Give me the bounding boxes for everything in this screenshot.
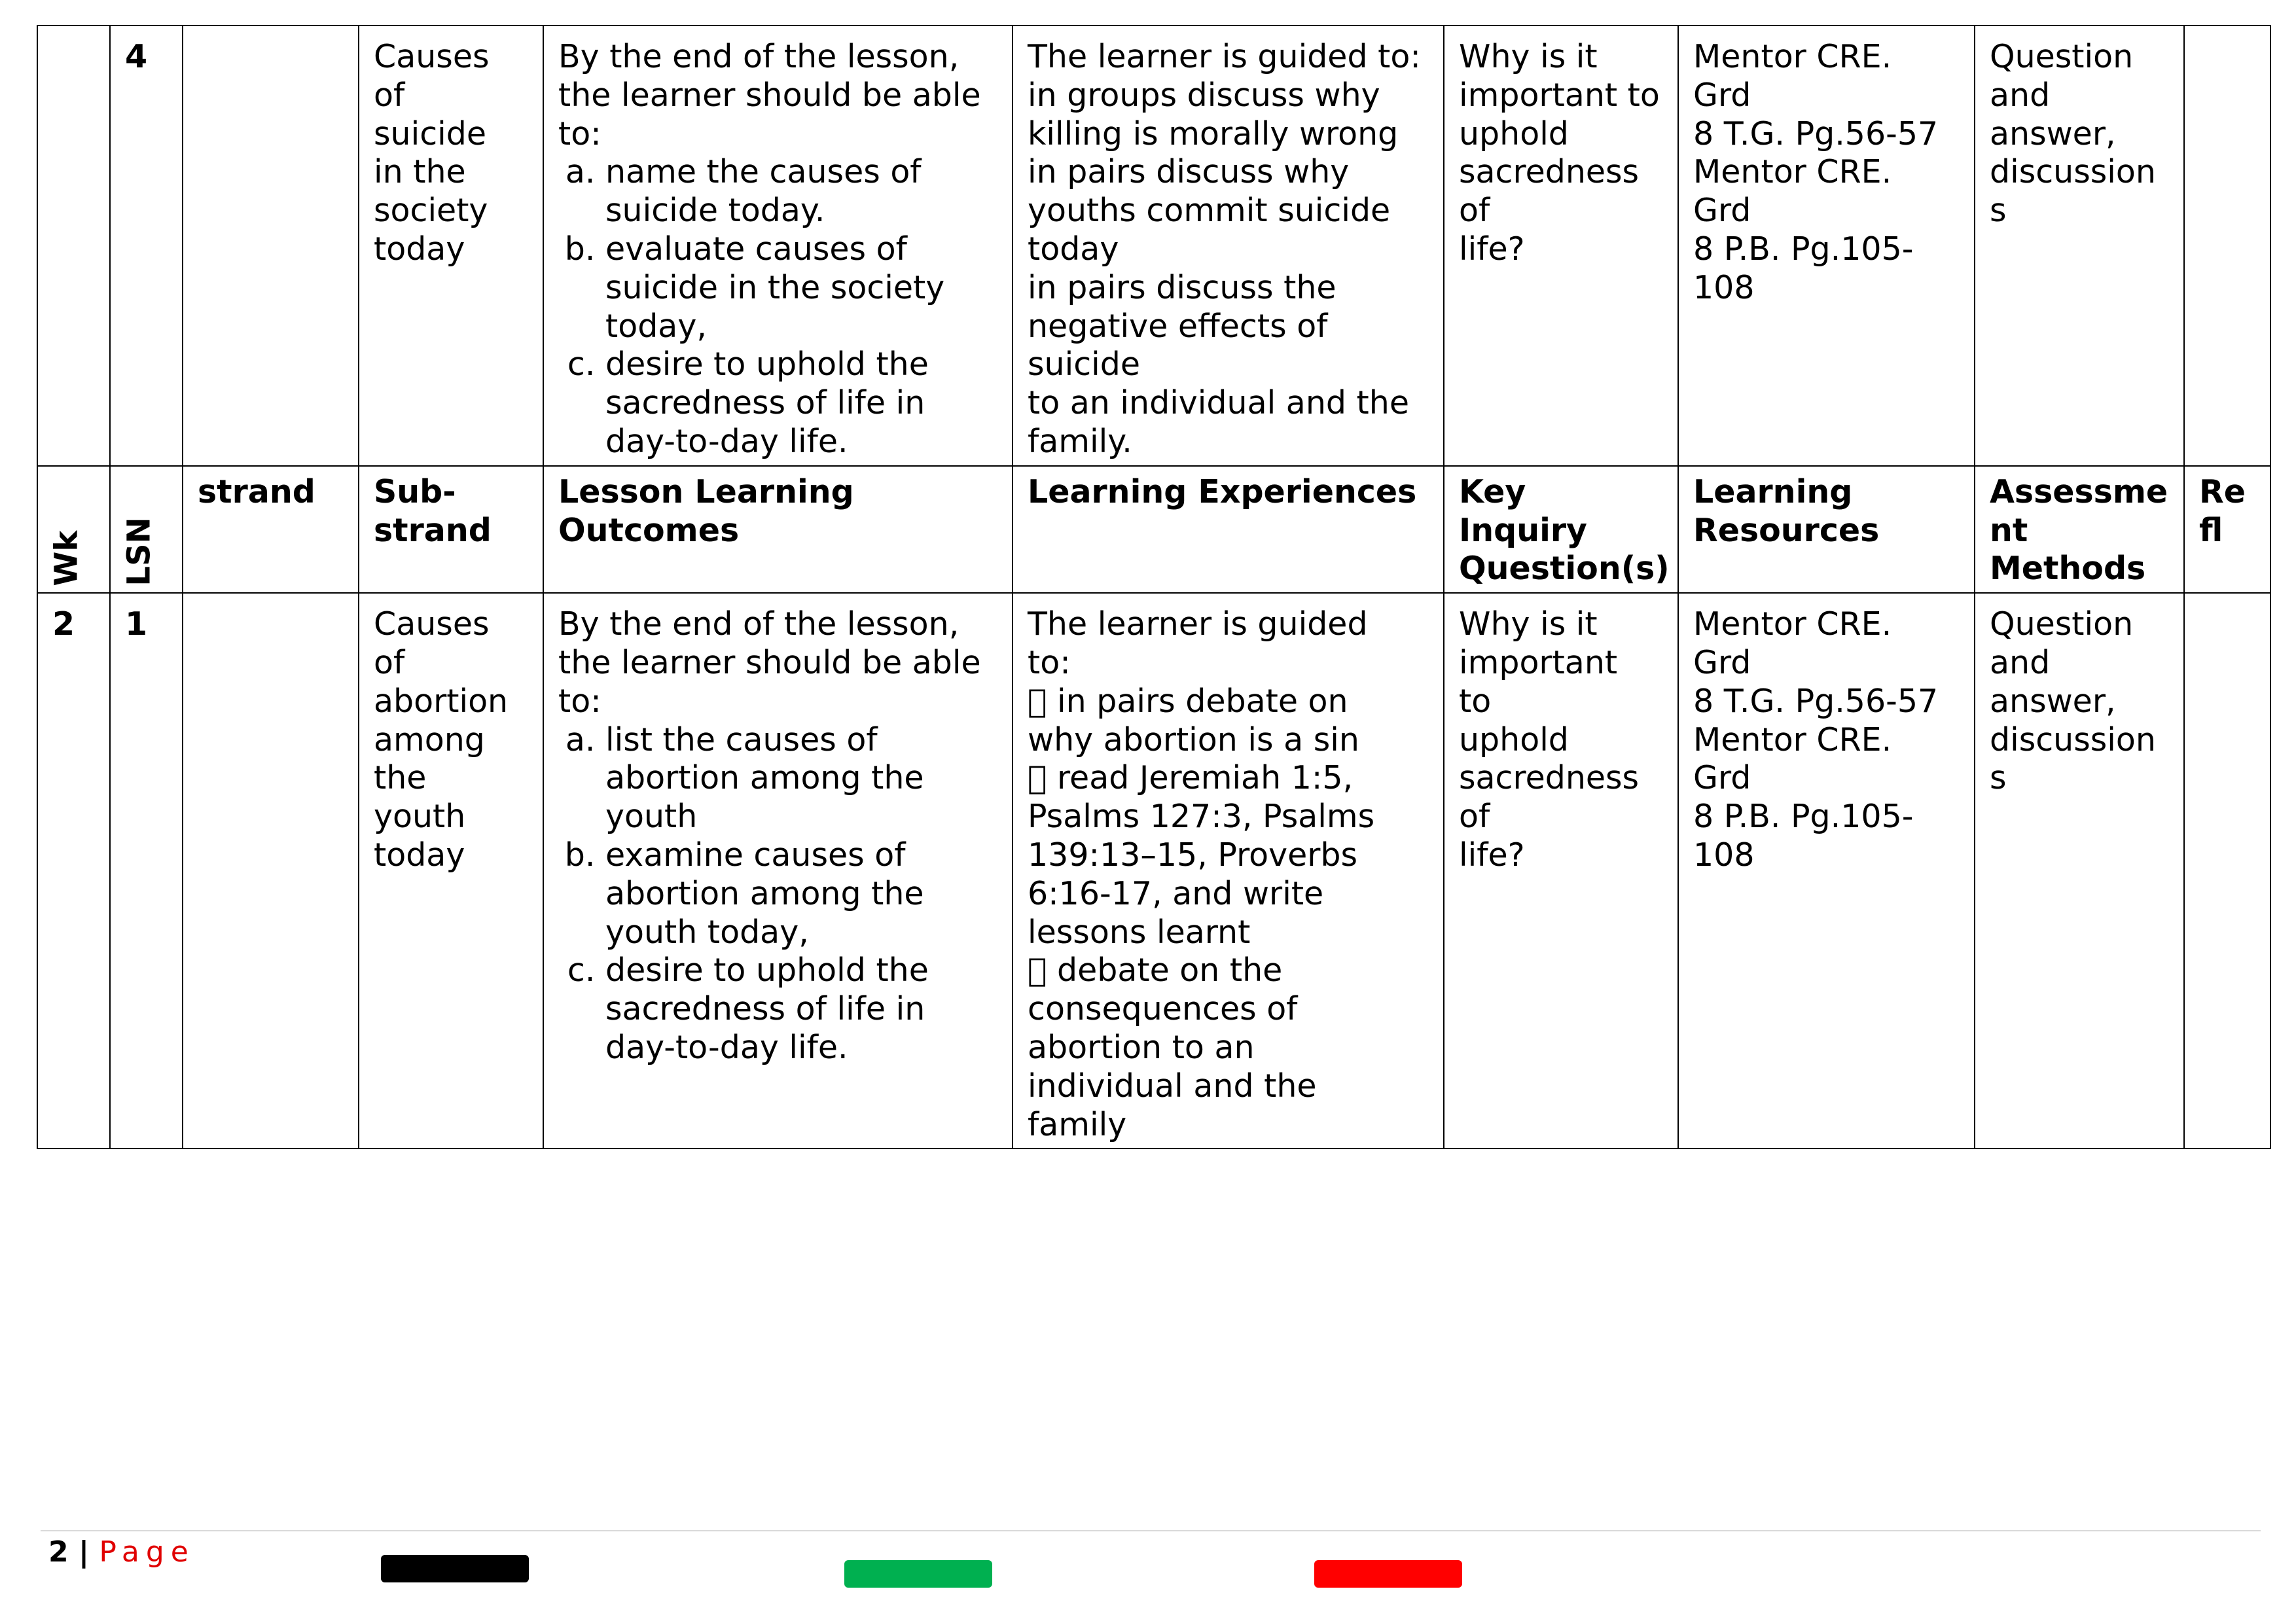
inquiry-line: Why is it [1459, 605, 1598, 643]
experience-line: negative effects of suicide [1028, 307, 1328, 383]
experience-line: in groups discuss why [1028, 76, 1380, 114]
resource-line: Mentor CRE. Grd [1693, 605, 1892, 681]
experience-line: debate on the [1028, 952, 1253, 990]
substrand-line: of [374, 643, 405, 681]
header-line: Question(s) [1459, 550, 1670, 588]
experience-line: abortion to an [1028, 1028, 1255, 1066]
inquiry-line: of [1459, 192, 1490, 230]
header-lsn-label: LSN [120, 516, 157, 586]
learning-outcomes-cell [543, 593, 1013, 1149]
experience-line: why abortion is a sin [1028, 721, 1359, 758]
header-line: Learning [1693, 473, 1853, 510]
lesson-number-cell: 4 [110, 26, 183, 466]
inquiry-line: important to [1459, 76, 1660, 114]
outcome-item: c. desire to uphold the sacredness of life in day-to-day life. [605, 952, 997, 1067]
header-line: Lesson Learning [558, 473, 854, 510]
resource-line: Mentor CRE. Grd [1693, 38, 1892, 114]
experience-line: consequences of [1028, 990, 1298, 1028]
substrand-line: suicide [374, 115, 487, 152]
experience-line: The learner is guided [1028, 605, 1368, 643]
experience-line: lessons learnt [1028, 913, 1251, 951]
page-number: 2 [48, 1535, 69, 1569]
page-word: Page [99, 1535, 195, 1569]
learning-experiences-cell [1013, 593, 1444, 1149]
header-line: Resources [1693, 511, 1880, 549]
reflection-cell [2184, 26, 2270, 466]
assessment-line: discussion [1990, 153, 2156, 191]
reflection-cell [2184, 593, 2270, 1149]
header-line: Outcomes [558, 511, 740, 549]
learning-experiences-cell [1013, 26, 1444, 466]
header-line: Sub- [374, 473, 456, 510]
assessment-methods-cell [1975, 593, 2184, 1149]
inquiry-line: life? [1459, 230, 1525, 268]
assessment-methods-cell [1975, 26, 2184, 466]
outcome-item: a. name the causes of suicide today. [605, 153, 997, 230]
assessment-line: s [1990, 192, 2007, 230]
header-strand: strand [183, 466, 359, 593]
red-bar [1314, 1560, 1462, 1588]
learning-outcomes-cell [543, 26, 1013, 466]
header-resources [1678, 466, 1975, 593]
inquiry-line: of [1459, 798, 1490, 836]
assessment-line: and [1990, 76, 2051, 114]
experience-line: to: [1028, 643, 1071, 681]
inquiry-line: to [1459, 682, 1492, 720]
header-experiences: Learning Experiences [1013, 466, 1444, 593]
key-inquiry-cell [1444, 593, 1678, 1149]
header-reflection [2184, 466, 2270, 593]
resource-line: Mentor CRE. Grd [1693, 153, 1892, 230]
inquiry-line: uphold [1459, 115, 1569, 152]
header-week-label: Wk [47, 530, 84, 586]
experience-line: in pairs discuss the [1028, 268, 1336, 306]
green-bar [844, 1560, 992, 1588]
header-line: nt [1990, 511, 2028, 549]
strand-cell [183, 26, 359, 466]
inquiry-line: uphold [1459, 721, 1569, 758]
header-lsn [110, 466, 183, 593]
footer-divider [41, 1530, 2261, 1531]
assessment-line: answer, [1990, 682, 2116, 720]
inquiry-line: sacredness [1459, 153, 1640, 191]
experience-line: read Jeremiah 1:5, [1028, 759, 1324, 797]
black-bar [381, 1555, 529, 1582]
week-cell [37, 26, 110, 466]
resource-line: 8 T.G. Pg.56-57 [1693, 115, 1939, 152]
assessment-line: and [1990, 643, 2051, 681]
strand-cell [183, 593, 359, 1149]
header-assessment [1975, 466, 2184, 593]
resource-line: Mentor CRE. Grd [1693, 721, 1892, 797]
substrand-line: youth [374, 798, 466, 836]
experience-line: today [1028, 230, 1119, 268]
learning-resources-cell [1678, 26, 1975, 466]
key-inquiry-cell [1444, 26, 1678, 466]
table-header-row [37, 466, 2270, 593]
lesson-number-cell: 1 [110, 593, 183, 1149]
assessment-line: Question [1990, 605, 2134, 643]
scheme-of-work-table [37, 25, 2271, 1149]
outcomes-list [558, 721, 997, 1067]
experience-line: family [1028, 1105, 1127, 1143]
inquiry-line: Why is it [1459, 38, 1598, 75]
resource-line: 8 T.G. Pg.56-57 [1693, 682, 1939, 720]
inquiry-line: life? [1459, 836, 1525, 874]
experience-line: Psalms 127:3, Psalms [1028, 798, 1375, 836]
experience-line: 139:13–15, Proverbs [1028, 836, 1358, 874]
assessment-line: answer, [1990, 115, 2116, 152]
header-line: fl [2199, 511, 2223, 549]
header-line: Re [2199, 473, 2246, 510]
table-row-week-2-lesson-1 [37, 593, 2270, 1149]
footer-separator: | [78, 1535, 90, 1569]
page-footer [48, 1535, 195, 1569]
experience-line: in pairs debate on [1028, 682, 1319, 720]
substrand-cell [359, 593, 543, 1149]
resource-line: 108 [1693, 836, 1755, 874]
experience-line: killing is morally wrong [1028, 115, 1399, 152]
substrand-line: among [374, 721, 485, 758]
outcome-item: c. desire to uphold the sacredness of life in day-to-day life. [605, 346, 997, 461]
header-line: strand [374, 511, 492, 549]
outcome-item: b. examine causes of abortion among the youth today, [605, 836, 997, 952]
experience-line: to an individual and the [1028, 384, 1409, 422]
substrand-line: Causes [374, 38, 490, 75]
outcomes-intro: By the end of the lesson, the learner should be able to: [558, 38, 981, 152]
assessment-line: discussion [1990, 721, 2156, 758]
header-line: Assessme [1990, 473, 2168, 510]
substrand-line: today [374, 230, 465, 268]
substrand-line: in the [374, 153, 466, 191]
table-row-lesson-4 [37, 26, 2270, 466]
header-outcomes [543, 466, 1013, 593]
resource-line: 8 P.B. Pg.105- [1693, 230, 1914, 268]
substrand-line: abortion [374, 682, 509, 720]
outcome-item: b. evaluate causes of suicide in the society today, [605, 230, 997, 346]
assessment-line: Question [1990, 38, 2134, 75]
learning-resources-cell [1678, 593, 1975, 1149]
header-line: Key Inquiry [1459, 473, 1587, 549]
substrand-line: today [374, 836, 465, 874]
substrand-line: of [374, 76, 405, 114]
week-cell: 2 [37, 593, 110, 1149]
header-substrand [359, 466, 543, 593]
substrand-line: society [374, 192, 488, 230]
header-inquiry [1444, 466, 1678, 593]
outcome-item: a. list the causes of abortion among the youth [605, 721, 997, 836]
outcomes-list [558, 153, 997, 461]
experience-line: family. [1028, 422, 1132, 460]
assessment-line: s [1990, 759, 2007, 797]
experience-line: in pairs discuss why [1028, 153, 1350, 191]
experience-line: 6:16-17, and write [1028, 874, 1324, 912]
substrand-cell [359, 26, 543, 466]
outcomes-intro: By the end of the lesson, the learner should be able to: [558, 605, 981, 720]
substrand-line: the [374, 759, 427, 797]
header-week [37, 466, 110, 593]
header-line: Methods [1990, 550, 2146, 588]
resource-line: 8 P.B. Pg.105- [1693, 798, 1914, 836]
experience-line: individual and the [1028, 1067, 1317, 1105]
inquiry-line: important [1459, 643, 1618, 681]
resource-line: 108 [1693, 268, 1755, 306]
experience-line: youths commit suicide [1028, 192, 1391, 230]
experience-line: The learner is guided to: [1028, 38, 1421, 75]
inquiry-line: sacredness [1459, 759, 1640, 797]
substrand-line: Causes [374, 605, 490, 643]
